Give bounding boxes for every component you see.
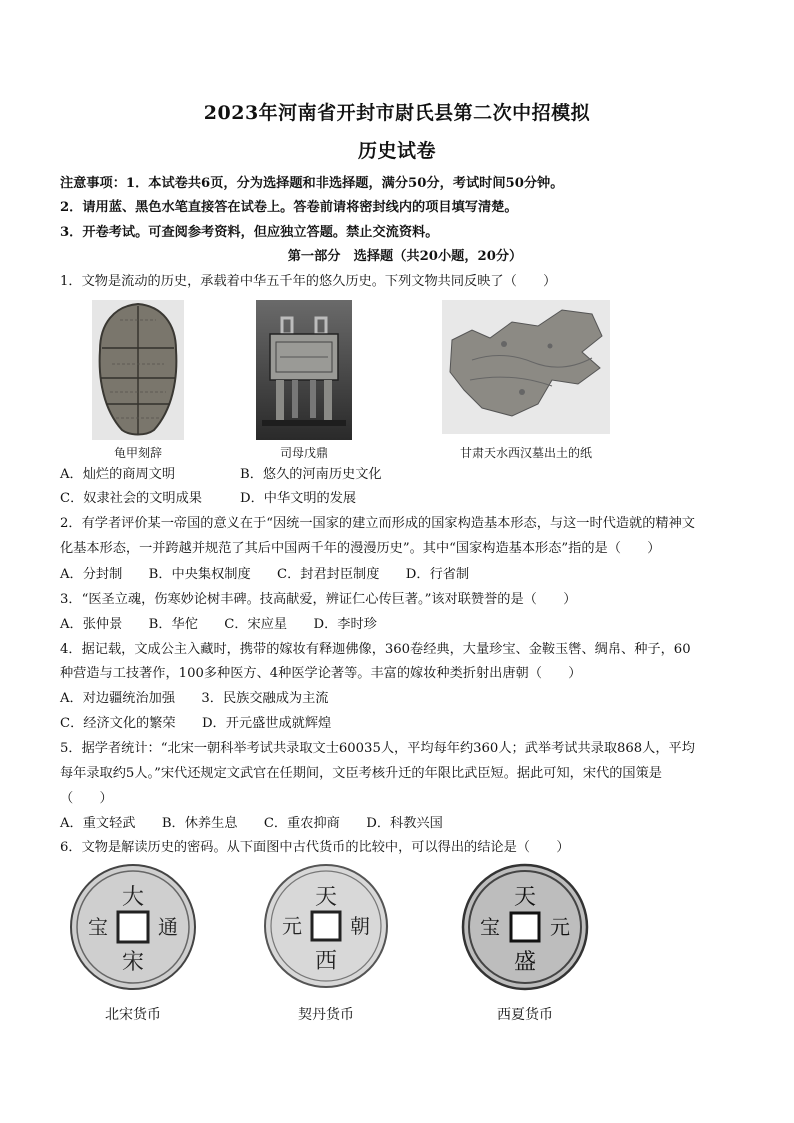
q3-stem: 3．“医圣立魂，伤寒妙论树丰碑。技高献爱，辨证仁心传巨著。”该对联赞誉的是（ ） xyxy=(60,592,577,607)
q1-option-a[interactable]: A．灿烂的商周文明 xyxy=(60,467,176,482)
coin1-char-right: 通 xyxy=(158,915,178,939)
coin2-char-top: 天 xyxy=(314,885,338,910)
coin-western-xia-image xyxy=(460,862,590,992)
exam-title: 2023年河南省开封市尉氏县第二次中招模拟 xyxy=(203,102,591,124)
ding-vessel-image xyxy=(256,300,352,440)
q2-stem-line-1: 2．有学者评价某一帝国的意义在于“因统一国家的建立而形成的国家构造基本形态，与这一时代造就的精神文 xyxy=(60,516,695,531)
coin3-char-bottom: 盛 xyxy=(513,950,537,975)
notes-line-2: 2．请用蓝、黑色水笔直接答在试卷上。答卷前请将密封线内的项目填写清楚。 xyxy=(60,200,518,215)
coin1-char-bottom: 宋 xyxy=(121,950,145,975)
q6-stem: 6．文物是解读历史的密码。从下面图中古代货币的比较中，可以得出的结论是（ ） xyxy=(60,840,570,855)
q1-option-b[interactable]: B．悠久的河南历史文化 xyxy=(240,467,382,482)
q2-stem-line-2: 化基本形态，一并跨越并规范了其后中国两千年的漫漫历史”。其中“国家构造基本形态”指的是（ ） xyxy=(60,541,661,556)
paper-fragment-image xyxy=(442,300,610,434)
caption-northern-song-coin: 北宋货币 xyxy=(105,1007,161,1023)
q5-stem-line-1: 5．据学者统计：“北宋一朝科举考试共录取文士60035人，平均每年约360人；武举考试共录取868人，平均 xyxy=(60,741,695,756)
coin3-char-right: 元 xyxy=(550,915,570,939)
q5-stem-line-3: （ ） xyxy=(60,791,113,806)
notes-line-3: 3．开卷考试。可查阅参考资料，但应独立答题。禁止交流资料。 xyxy=(60,225,439,240)
q2-options[interactable]: A．分封制 B．中央集权制度 C．封君封臣制度 D．行省制 xyxy=(60,567,470,582)
q4-stem-line-1: 4．据记载，文成公主入藏时，携带的嫁妆有释迦佛像，360卷经典，大量珍宝、金鞍玉辔、绸帛、种子，60 xyxy=(60,642,691,657)
section-heading: 第一部分 选择题（共20小题，20分） xyxy=(287,249,523,264)
q5-stem-line-2: 每年录取约5人。”宋代还规定文武官在任期间，文臣考核升迁的年限比武臣短。据此可知，宋代的国策是 xyxy=(60,766,662,781)
q4-stem-line-2: 种营造与工技著作，100多种医方、4种医学论著等。丰富的嫁妆种类折射出唐朝（ ） xyxy=(60,666,582,681)
coin3-char-top: 天 xyxy=(513,885,537,910)
coin-northern-song-image xyxy=(68,862,198,992)
caption-ding-vessel: 司母戊鼎 xyxy=(279,446,328,460)
q1-stem: 1．文物是流动的历史，承载着中华五千年的悠久历史。下列文物共同反映了（ ） xyxy=(60,274,557,289)
coin2-char-left: 元 xyxy=(282,914,302,938)
notes-line-1: 注意事项：1．本试卷共6页，分为选择题和非选择题，满分50分，考试时间50分钟。 xyxy=(60,176,564,191)
q5-options[interactable]: A．重文轻武 B．休养生息 C．重农抑商 D．科教兴国 xyxy=(60,816,443,831)
q1-options-cd xyxy=(60,490,750,508)
coin3-char-left: 宝 xyxy=(480,915,500,939)
coin1-char-left: 宝 xyxy=(88,915,108,939)
q3-options[interactable]: A．张仲景 B．华佗 C．宋应星 D．李时珍 xyxy=(60,617,377,632)
q4-options-cd[interactable]: C．经济文化的繁荣 D．开元盛世成就辉煌 xyxy=(60,716,332,731)
coin1-char-top: 大 xyxy=(121,885,145,910)
q1-options-ab xyxy=(60,466,750,484)
q1-option-c[interactable]: C．奴隶社会的文明成果 xyxy=(60,491,202,506)
q1-option-d[interactable]: D．中华文明的发展 xyxy=(240,491,357,506)
q4-options-ab[interactable]: A．对边疆统治加强 3．民族交融成为主流 xyxy=(60,691,329,706)
caption-khitan-coin: 契丹货币 xyxy=(298,1007,354,1023)
coin2-char-bottom: 西 xyxy=(314,949,338,974)
exam-subtitle: 历史试卷 xyxy=(357,140,436,162)
caption-paper-fragment: 甘肃天水西汉墓出土的纸 xyxy=(459,446,592,460)
caption-tortoise-shell: 龟甲刻辞 xyxy=(113,446,162,460)
caption-western-xia-coin: 西夏货币 xyxy=(497,1007,553,1023)
coin2-char-right: 朝 xyxy=(350,914,370,938)
coin-khitan-image xyxy=(262,862,390,990)
tortoise-shell-image xyxy=(92,300,184,440)
